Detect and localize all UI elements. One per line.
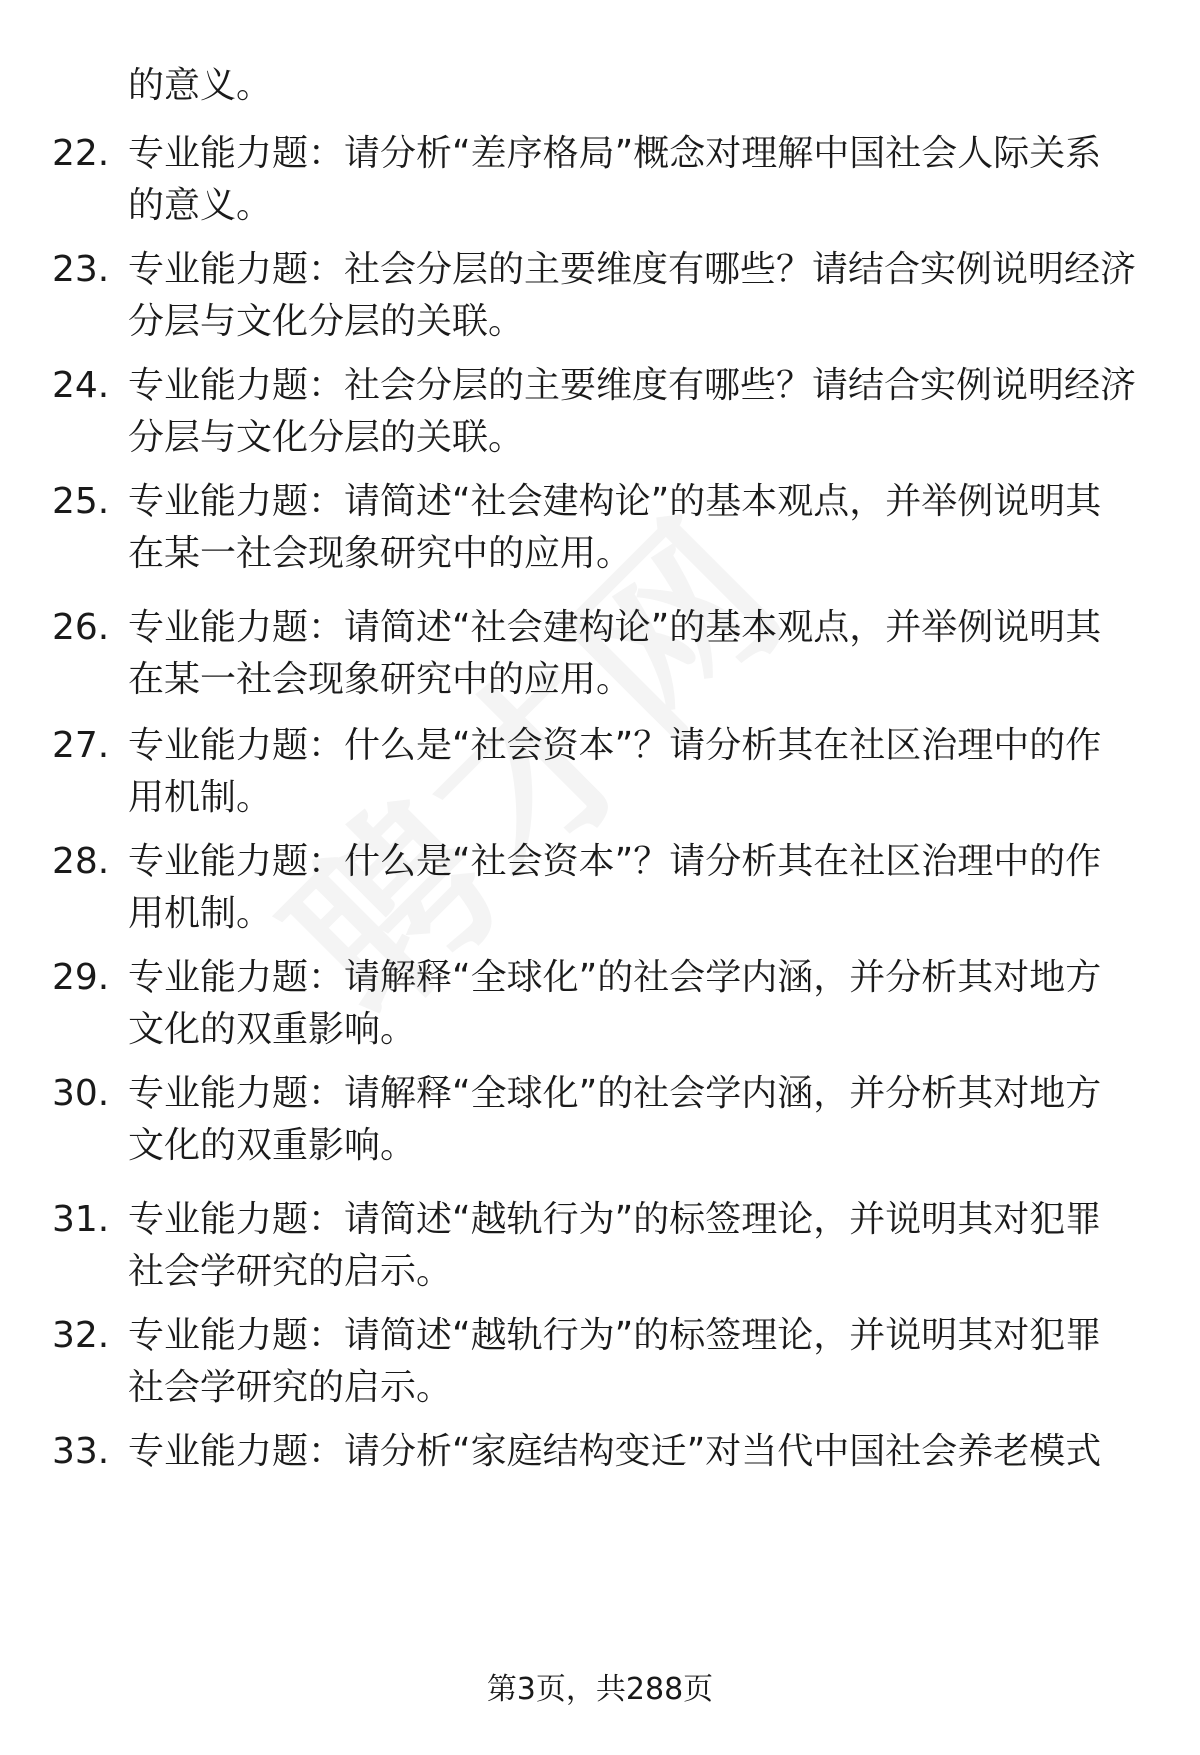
question-text [128,952,1138,1056]
question-line: 专业能力题：请分析“家庭结构变迁”对当代中国社会养老模式 [128,1431,1102,1472]
question-line: 专业能力题：请简述“越轨行为”的标签理论，并说明其对犯罪 [128,1315,1102,1356]
question-text [128,244,1138,348]
question-number: 23. [52,249,110,290]
question-line: 用机制。 [128,777,273,818]
question-line: 分层与文化分层的关联。 [128,301,525,342]
question-line: 社会学研究的启示。 [128,1367,453,1408]
question-text [128,1426,1138,1478]
question-line: 分层与文化分层的关联。 [128,417,525,458]
question-text [128,602,1138,706]
question-number: 24. [52,365,110,406]
question-text [128,128,1138,232]
question-text [128,1194,1138,1298]
question-line: 文化的双重影响。 [128,1009,417,1050]
question-line: 专业能力题：请简述“越轨行为”的标签理论，并说明其对犯罪 [128,1199,1102,1240]
question-number: 32. [52,1315,110,1356]
question-number: 27. [52,725,110,766]
question-text [128,360,1138,464]
question-line: 在某一社会现象研究中的应用。 [128,533,633,574]
question-number: 29. [52,957,110,998]
question-line: 文化的双重影响。 [128,1125,417,1166]
question-line: 专业能力题：请解释“全球化”的社会学内涵，并分析其对地方 [128,1073,1102,1114]
question-line: 专业能力题：什么是“社会资本”？请分析其在社区治理中的作 [128,841,1102,882]
question-number: 25. [52,481,110,522]
question-number: 26. [52,607,110,648]
question-line: 专业能力题：社会分层的主要维度有哪些？请结合实例说明经济 [128,249,1137,290]
question-line: 专业能力题：请解释“全球化”的社会学内涵，并分析其对地方 [128,957,1102,998]
question-number: 31. [52,1199,110,1240]
continuation-text: 的意义。 [128,65,273,106]
question-line: 用机制。 [128,893,273,934]
question-text [128,1068,1138,1172]
question-line: 专业能力题：请简述“社会建构论”的基本观点，并举例说明其 [128,481,1102,522]
question-line: 社会学研究的启示。 [128,1251,453,1292]
question-number: 22. [52,133,110,174]
question-text [128,476,1138,580]
question-number: 33. [52,1431,110,1472]
question-number: 28. [52,841,110,882]
question-text [128,836,1138,940]
question-line: 专业能力题：社会分层的主要维度有哪些？请结合实例说明经济 [128,365,1137,406]
question-text [128,720,1138,824]
question-number: 30. [52,1073,110,1114]
question-line: 的意义。 [128,185,273,226]
question-line: 专业能力题：请分析“差序格局”概念对理解中国社会人际关系 [128,133,1102,174]
question-text [128,1310,1138,1414]
question-line: 在某一社会现象研究中的应用。 [128,659,633,700]
question-line: 专业能力题：什么是“社会资本”？请分析其在社区治理中的作 [128,725,1102,766]
page-number: 第3页，共288页 [486,1672,714,1707]
question-line: 专业能力题：请简述“社会建构论”的基本观点，并举例说明其 [128,607,1102,648]
